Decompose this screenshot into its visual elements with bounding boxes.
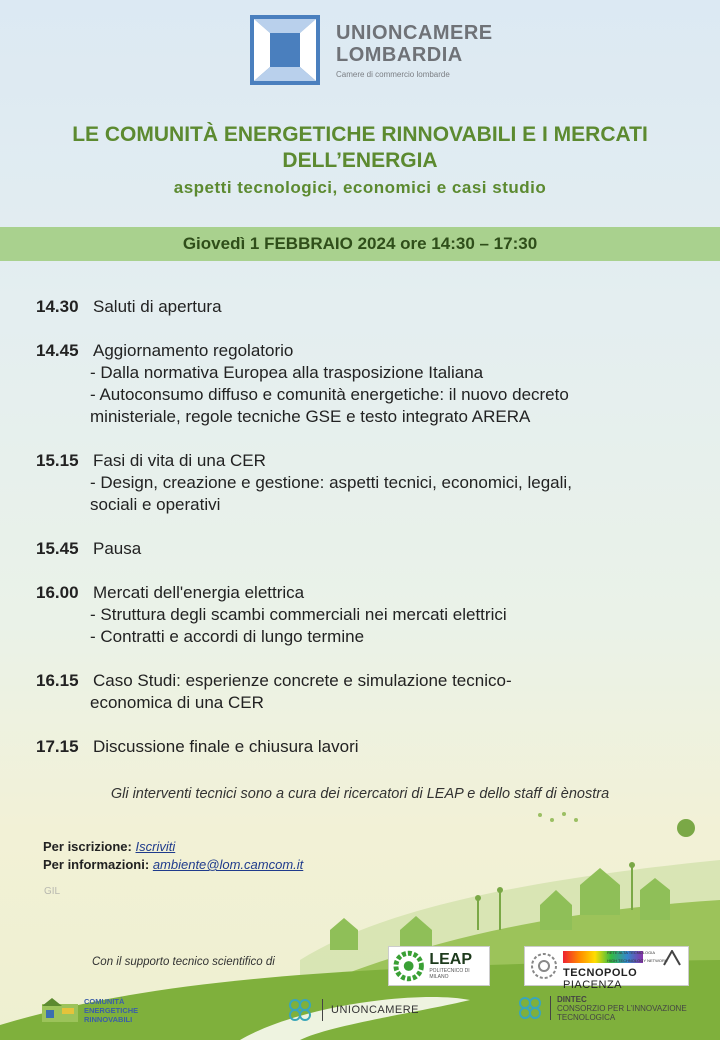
leap-name: LEAP — [429, 951, 473, 968]
email-link[interactable]: ambiente@lom.camcom.it — [152, 857, 304, 872]
event-date: Giovedì 1 FEBBRAIO 2024 ore 14:30 – 17:30 — [182, 234, 538, 253]
agenda-item — [36, 340, 696, 428]
information-label: Per informazioni: — [43, 857, 150, 872]
leap-sub: POLITECNICO DI MILANO — [429, 968, 470, 980]
logo-square-icon — [250, 15, 320, 85]
leap-logo — [388, 946, 490, 986]
speakers-note: Gli interventi tecnici sono a cura dei ricercatori di LEAP e dello staff di ènostra — [110, 786, 610, 802]
leap-icon — [392, 949, 425, 983]
cer-line1: COMUNITÀ — [84, 996, 125, 1006]
agenda-detail: - Autoconsumo diffuso e comunità energetiche: il nuovo decreto — [90, 385, 569, 404]
agenda-title: Discussione finale e chiusura lavori — [93, 737, 359, 756]
registration-link[interactable]: Iscriviti — [135, 839, 176, 854]
agenda-time: 15.15 — [36, 451, 79, 470]
cer-logo — [40, 996, 138, 1024]
agenda-time: 14.45 — [36, 341, 79, 360]
agenda-title: Aggiornamento regolatorio — [93, 341, 294, 360]
agenda-item — [36, 296, 696, 318]
agenda-item — [36, 450, 696, 516]
title-line2: DELL’ENERGIA — [282, 149, 438, 172]
agenda-item — [36, 736, 696, 758]
dintec-name: DINTEC — [557, 994, 587, 1004]
agenda-title: Mercati dell'energia elettrica — [93, 583, 305, 602]
agenda-title: Caso Studi: esperienze concrete e simulazione tecnico- — [93, 671, 512, 690]
agenda-detail: - Contratti e accordi di lungo termine — [90, 627, 365, 646]
unioncamere-lombardia-logo — [250, 14, 510, 86]
tecnopolo-top: RETE ALTA TECNOLOGIA — [607, 950, 656, 955]
agenda-time: 16.00 — [36, 583, 79, 602]
cer-house-icon — [40, 996, 80, 1024]
title-line1: LE COMUNITÀ ENERGETICHE RINNOVABILI E I MERCATI — [72, 123, 648, 146]
agenda-detail: - Design, creazione e gestione: aspetti tecnici, economici, legali, — [90, 473, 572, 492]
tecnopolo-logo — [524, 946, 689, 991]
tecnopolo-mid: HIGH TECHNOLOGY NETWORK — [607, 958, 668, 963]
agenda-detail: - Struttura degli scambi commerciali nei mercati elettrici — [90, 605, 507, 624]
agenda-detail: sociali e operativi — [90, 495, 221, 514]
agenda-item — [36, 582, 696, 648]
unioncamere-icon — [286, 996, 314, 1024]
agenda-item — [36, 538, 696, 560]
dintec-logo — [516, 994, 687, 1022]
dintec-line1: CONSORZIO PER L’INNOVAZIONE — [557, 1003, 687, 1013]
registration-label: Per iscrizione: — [43, 839, 132, 854]
event-subtitle: aspetti tecnologici, economici e casi studio — [173, 178, 547, 197]
event-title — [0, 122, 720, 174]
tecnopolo-a-icon — [662, 950, 682, 966]
agenda-title: Fasi di vita di una CER — [93, 451, 266, 470]
agenda-detail: ministeriale, regole tecniche GSE e testo integrato ARERA — [90, 407, 531, 426]
contact-info — [43, 838, 303, 874]
logo-name-line1: UNIONCAMERE — [336, 21, 493, 44]
unioncamere-name: UNIONCAMERE — [331, 1004, 420, 1016]
agenda-title: Saluti di apertura — [93, 297, 222, 316]
agenda-time: 16.15 — [36, 671, 79, 690]
dintec-line2: TECNOLOGICA — [557, 1012, 616, 1022]
tecnopolo-name2: PIACENZA — [563, 979, 623, 991]
logo-tagline: Camere di commercio lombarde — [336, 69, 450, 79]
cer-line2: ENERGETICHE — [84, 1005, 139, 1015]
dintec-icon — [516, 994, 544, 1022]
gil-mark: GIL — [44, 886, 61, 897]
agenda-detail: - Dalla normativa Europea alla trasposizione Italiana — [90, 363, 484, 382]
tecnopolo-icon — [529, 951, 559, 981]
agenda-detail: economica di una CER — [90, 693, 264, 712]
cer-line3: RINNOVABILI — [84, 1014, 133, 1024]
agenda-title: Pausa — [93, 539, 142, 558]
date-banner — [0, 227, 720, 261]
agenda-time: 15.45 — [36, 539, 79, 558]
support-text: Con il supporto tecnico scientifico di — [92, 956, 275, 968]
agenda-time: 17.15 — [36, 737, 79, 756]
unioncamere-logo — [286, 996, 419, 1024]
agenda — [36, 296, 696, 780]
agenda-time: 14.30 — [36, 297, 79, 316]
agenda-item — [36, 670, 696, 714]
logo-name-line2: LOMBARDIA — [336, 43, 463, 66]
tecnopolo-name1: TECNOPOLO — [563, 967, 638, 979]
